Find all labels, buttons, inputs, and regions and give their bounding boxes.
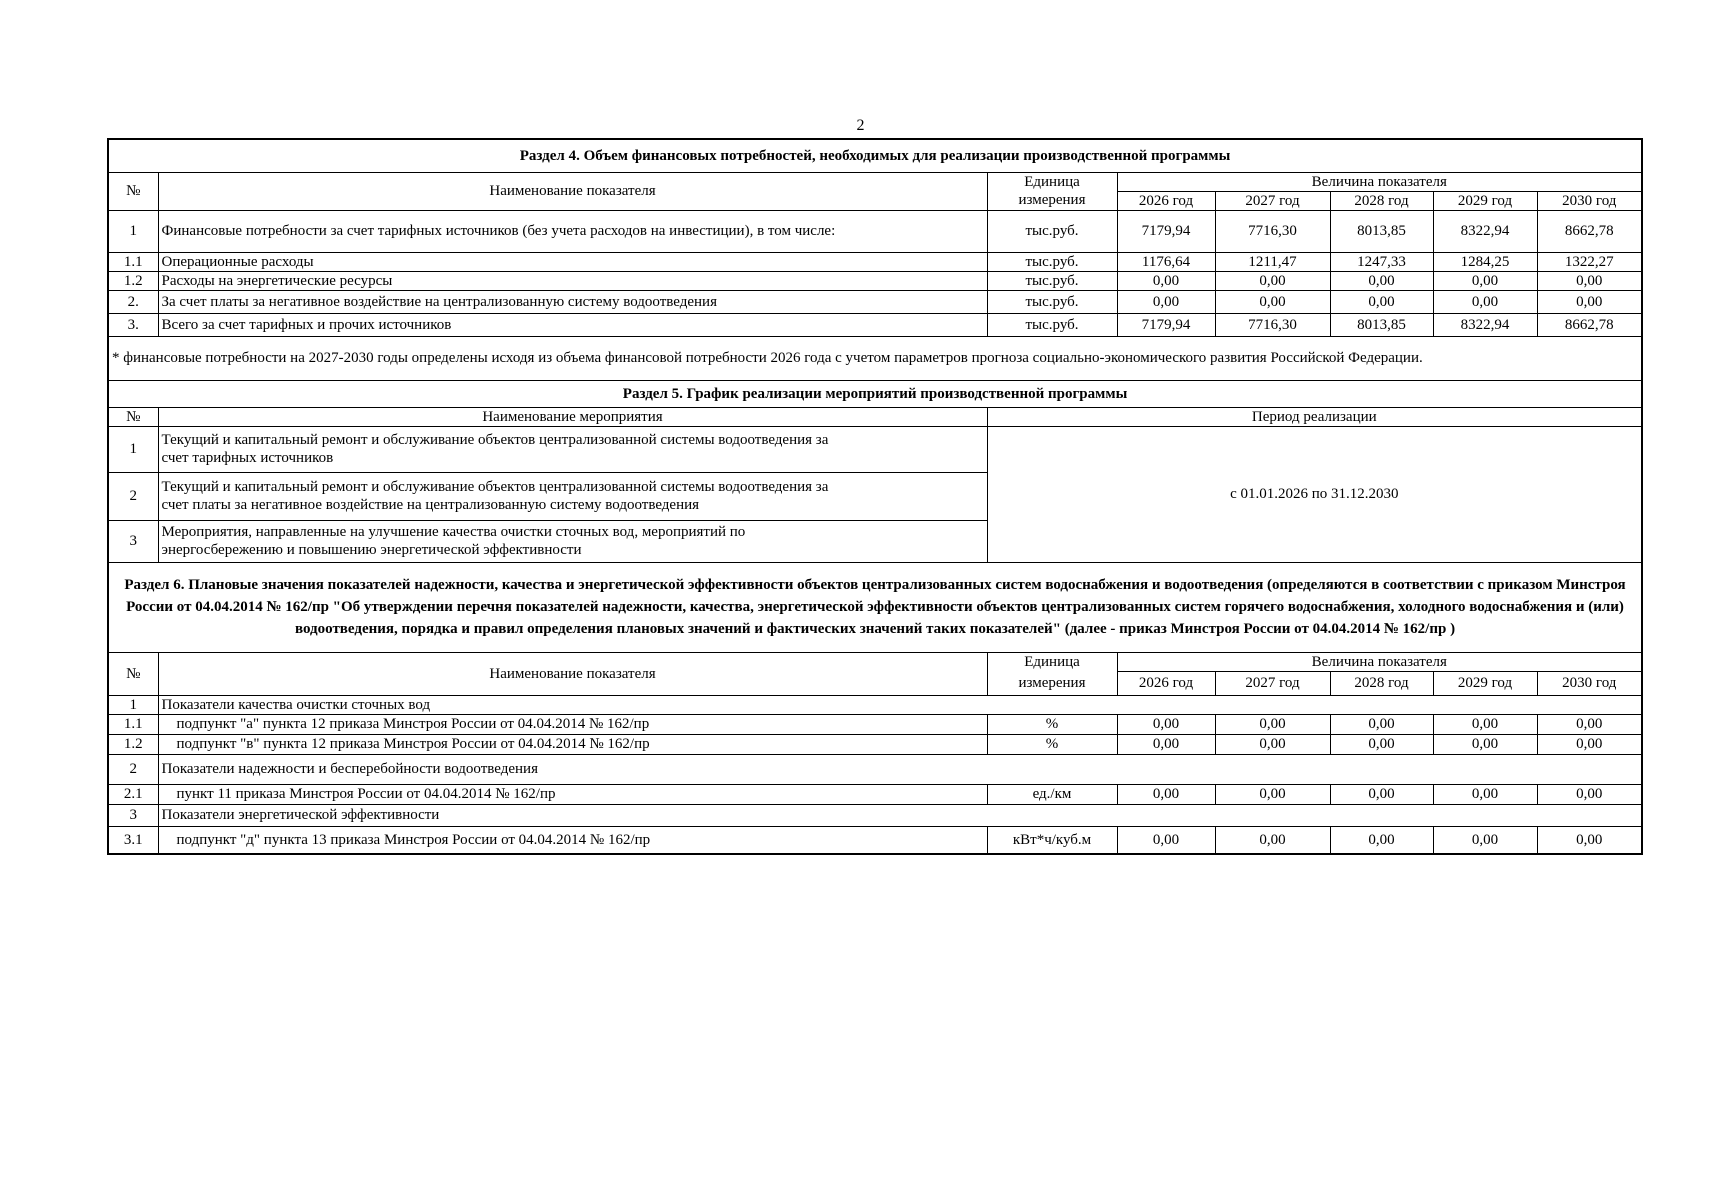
row-name: Всего за счет тарифных и прочих источников [158, 313, 987, 336]
program-tables [107, 138, 1641, 855]
value-2030: 1322,27 [1537, 252, 1642, 271]
value-2027: 0,00 [1215, 784, 1330, 804]
s4-col-no: № [108, 172, 158, 210]
value-2028: 0,00 [1330, 826, 1433, 854]
group-number: 2 [108, 754, 158, 784]
row-number: 3.1 [108, 826, 158, 854]
row-number: 1 [108, 426, 158, 472]
value-2030: 8662,78 [1537, 313, 1642, 336]
s6-col-indicator: Наименование показателя [158, 652, 987, 695]
group-name: Показатели надежности и бесперебойности водоотведения [158, 754, 1642, 784]
value-2027: 0,00 [1215, 826, 1330, 854]
table-row [108, 271, 1642, 290]
value-2029: 0,00 [1433, 784, 1537, 804]
value-2027: 0,00 [1215, 290, 1330, 313]
measure-name [158, 472, 987, 520]
section6-title: Раздел 6. Плановые значения показателей надежности, качества и энергетической эффективности объектов централизованных систем водоснабжения и водоотведения (определяются в соответствии с приказом Минстроя России от 04.04.2014 № 162/пр "Об утверждении перечня показателей надежности, качества, энергетической эффективности объектов централизованных систем горячего водоснабжения, холодного водоснабжения и (или) водоотведения, порядка и правил определения плановых значений и фактических значений таких показателей" (далее - приказ Минстроя России от 04.04.2014 № 162/пр ) [108, 562, 1642, 652]
s4-col-unit-line1: Единица [987, 172, 1117, 191]
group-number: 1 [108, 695, 158, 714]
table-row [108, 754, 1642, 784]
table-row [108, 826, 1642, 854]
value-2027: 0,00 [1215, 714, 1330, 734]
value-2026: 0,00 [1117, 734, 1215, 754]
row-number: 3. [108, 313, 158, 336]
value-2027: 1211,47 [1215, 252, 1330, 271]
value-2026: 0,00 [1117, 784, 1215, 804]
s4-year-2029: 2029 год [1433, 191, 1537, 210]
value-2030: 0,00 [1537, 734, 1642, 754]
row-name: Операционные расходы [158, 252, 987, 271]
table-row [108, 784, 1642, 804]
s6-col-unit-line2: измерения [987, 671, 1117, 695]
table-row [108, 290, 1642, 313]
row-name: За счет платы за негативное воздействие на централизованную систему водоотведения [158, 290, 987, 313]
row-number: 3 [108, 520, 158, 562]
s5-col-period: Период реализации [987, 407, 1642, 426]
measure-name-line2: счет платы за негативное воздействие на централизованную систему водоотведения [161, 497, 700, 513]
value-2029: 1284,25 [1433, 252, 1537, 271]
s4-col-indicator: Наименование показателя [158, 172, 987, 210]
page-number: 2 [856, 117, 865, 134]
value-2028: 0,00 [1330, 784, 1433, 804]
measure-name-line1: Мероприятия, направленные на улучшение качества очистки сточных вод, мероприятий по [161, 524, 746, 540]
s6-col-unit-line1: Единица [987, 652, 1117, 671]
row-name: Расходы на энергетические ресурсы [158, 271, 987, 290]
row-unit: тыс.руб. [987, 210, 1117, 252]
value-2029: 8322,94 [1433, 210, 1537, 252]
value-2026: 0,00 [1117, 290, 1215, 313]
value-2027: 7716,30 [1215, 313, 1330, 336]
value-2029: 0,00 [1433, 290, 1537, 313]
list-item [108, 426, 1642, 472]
row-name: подпункт "д" пункта 13 приказа Минстроя России от 04.04.2014 № 162/пр [158, 826, 987, 854]
measure-name-line2: счет тарифных источников [161, 450, 334, 466]
row-unit: тыс.руб. [987, 313, 1117, 336]
s4-year-2027: 2027 год [1215, 191, 1330, 210]
value-2029: 0,00 [1433, 271, 1537, 290]
value-2028: 0,00 [1330, 290, 1433, 313]
s6-year-2030: 2030 год [1537, 671, 1642, 695]
section5-title: Раздел 5. График реализации мероприятий производственной программы [108, 380, 1642, 407]
value-2028: 1247,33 [1330, 252, 1433, 271]
s6-col-no: № [108, 652, 158, 695]
value-2029: 0,00 [1433, 826, 1537, 854]
measure-name-line1: Текущий и капитальный ремонт и обслуживание объектов централизованной системы водоотведения за [161, 432, 829, 448]
group-name: Показатели качества очистки сточных вод [158, 695, 1642, 714]
s5-col-no: № [108, 407, 158, 426]
value-2029: 8322,94 [1433, 313, 1537, 336]
row-number: 1 [108, 210, 158, 252]
s4-col-unit-line2: измерения [987, 191, 1117, 210]
value-2027: 0,00 [1215, 734, 1330, 754]
table-row [108, 804, 1642, 826]
table-row [108, 695, 1642, 714]
measure-name-line2: энергосбережению и повышению энергетической эффективности [161, 542, 582, 558]
s4-year-2030: 2030 год [1537, 191, 1642, 210]
value-2030: 8662,78 [1537, 210, 1642, 252]
table-row [108, 714, 1642, 734]
row-number: 2. [108, 290, 158, 313]
row-number: 2 [108, 472, 158, 520]
implementation-period: с 01.01.2026 по 31.12.2030 [987, 426, 1642, 562]
row-number: 1.2 [108, 734, 158, 754]
value-2026: 0,00 [1117, 826, 1215, 854]
section4-footnote: * финансовые потребности на 2027-2030 годы определены исходя из объема финансовой потребности 2026 года с учетом параметров прогноза социально-экономического развития Российской Федерации. [108, 336, 1642, 380]
s4-year-2026: 2026 год [1117, 191, 1215, 210]
s6-year-2028: 2028 год [1330, 671, 1433, 695]
row-unit: ед./км [987, 784, 1117, 804]
s5-col-name: Наименование мероприятия [158, 407, 987, 426]
value-2029: 0,00 [1433, 714, 1537, 734]
s6-year-2026: 2026 год [1117, 671, 1215, 695]
s4-year-2028: 2028 год [1330, 191, 1433, 210]
table-row [108, 313, 1642, 336]
row-unit: кВт*ч/куб.м [987, 826, 1117, 854]
row-name: Финансовые потребности за счет тарифных источников (без учета расходов на инвестиции), в том числе: [158, 210, 987, 252]
value-2026: 7179,94 [1117, 210, 1215, 252]
measure-name [158, 426, 987, 472]
s6-col-value: Величина показателя [1117, 652, 1642, 671]
row-number: 1.2 [108, 271, 158, 290]
value-2030: 0,00 [1537, 714, 1642, 734]
measure-name-line1: Текущий и капитальный ремонт и обслуживание объектов централизованной системы водоотведения за [161, 479, 829, 495]
s6-year-2029: 2029 год [1433, 671, 1537, 695]
value-2026: 0,00 [1117, 714, 1215, 734]
table-row [108, 252, 1642, 271]
row-unit: тыс.руб. [987, 252, 1117, 271]
group-number: 3 [108, 804, 158, 826]
value-2030: 0,00 [1537, 784, 1642, 804]
value-2029: 0,00 [1433, 734, 1537, 754]
row-name: подпункт "а" пункта 12 приказа Минстроя России от 04.04.2014 № 162/пр [158, 714, 987, 734]
value-2028: 0,00 [1330, 734, 1433, 754]
value-2028: 0,00 [1330, 714, 1433, 734]
value-2026: 0,00 [1117, 271, 1215, 290]
program-table [107, 138, 1643, 855]
value-2028: 0,00 [1330, 271, 1433, 290]
section4-title: Раздел 4. Объем финансовых потребностей, необходимых для реализации производственной программы [108, 139, 1642, 172]
table-row [108, 210, 1642, 252]
group-name: Показатели энергетической эффективности [158, 804, 1642, 826]
row-unit: % [987, 714, 1117, 734]
value-2028: 8013,85 [1330, 210, 1433, 252]
value-2027: 7716,30 [1215, 210, 1330, 252]
row-name: пункт 11 приказа Минстроя России от 04.04.2014 № 162/пр [158, 784, 987, 804]
row-unit: тыс.руб. [987, 271, 1117, 290]
s4-col-value: Величина показателя [1117, 172, 1642, 191]
value-2030: 0,00 [1537, 826, 1642, 854]
row-number: 2.1 [108, 784, 158, 804]
table-row [108, 734, 1642, 754]
row-unit: % [987, 734, 1117, 754]
row-name: подпункт "в" пункта 12 приказа Минстроя России от 04.04.2014 № 162/пр [158, 734, 987, 754]
value-2028: 8013,85 [1330, 313, 1433, 336]
measure-name [158, 520, 987, 562]
value-2026: 7179,94 [1117, 313, 1215, 336]
row-unit: тыс.руб. [987, 290, 1117, 313]
value-2030: 0,00 [1537, 271, 1642, 290]
value-2027: 0,00 [1215, 271, 1330, 290]
value-2026: 1176,64 [1117, 252, 1215, 271]
row-number: 1.1 [108, 714, 158, 734]
s6-year-2027: 2027 год [1215, 671, 1330, 695]
value-2030: 0,00 [1537, 290, 1642, 313]
row-number: 1.1 [108, 252, 158, 271]
